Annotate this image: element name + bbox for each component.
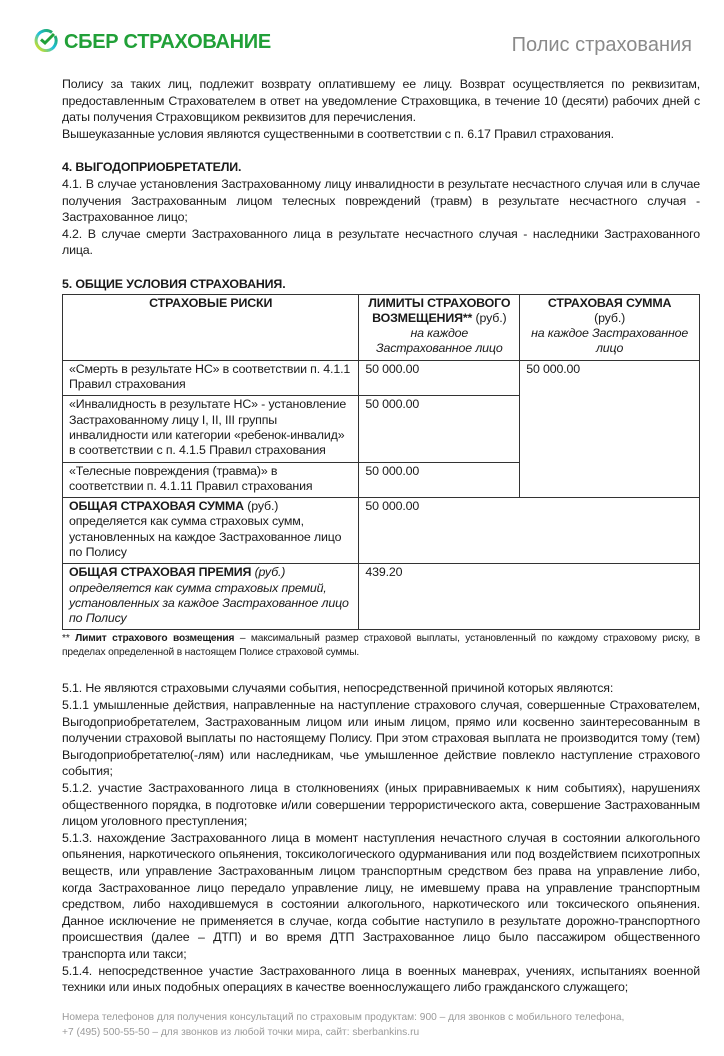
clause-5-1-1: 5.1.1 умышленные действия, направленные на наступление страхового случая, совершенные Страхователем, Выгодоприобретателем, Застрахованным лицом или иным лицом, прямо или косвенно заинтересованным в получении страховой выплаты по настоящему Полису. При этом страховая выплата не производится тому (тем) Выгодоприобретателю(-лям) или наследникам, чье умышленное действие повлекло наступление страхового события; [62,698,700,779]
limit-cell: 50 000.00 [359,462,520,498]
risk-cell: «Инвалидность в результате НС» - установление Застрахованному лицу I, II, III группы инвалидности или категории «ребенок-инвалид» в соответствии с п. 4.1.5 Правил страхования [63,396,359,462]
sber-check-icon [34,28,58,57]
header-limits: ЛИМИТЫ СТРАХОВОГО ВОЗМЕЩЕНИЯ** (руб.) на каждое Застрахованное лицо [359,294,520,360]
limit-cell: 50 000.00 [359,360,520,396]
section-5-title: 5. ОБЩИЕ УСЛОВИЯ СТРАХОВАНИЯ. [62,276,286,291]
header-sum-insured: СТРАХОВАЯ СУММА (руб.) на каждое Застрахованное лицо [520,294,700,360]
clause-5-1: 5.1. Не являются страховыми случаями события, непосредственной причиной которых являются: [62,681,614,696]
section-4-title: 4. ВЫГОДОПРИОБРЕТАТЕЛИ. [62,160,242,175]
clause-5-1-4: 5.1.4. непосредственное участие Застрахованного лица в военных маневрах, учениях, испытаниях военной техники или иных подобных операциях в качестве военнослужащего либо гражданского служащего; [62,963,700,995]
total-premium-row [63,564,700,630]
header-risks: СТРАХОВЫЕ РИСКИ [63,294,359,360]
insurance-conditions-table [62,294,700,631]
sum-insured-cell: 50 000.00 [520,360,700,497]
limit-cell: 50 000.00 [359,396,520,462]
footer-contacts-line: +7 (495) 500-55-50 – для звонков из любой точки мира, сайт: sberbankins.ru [62,1026,420,1038]
table-header-row [63,294,700,360]
risk-cell: «Смерть в результате НС» в соответствии п. 4.1.1 Правил страхования [63,360,359,396]
document-title: Полис страхования [511,34,692,56]
risk-cell: «Телесные повреждения (травма)» в соответствии п. 4.1.11 Правил страхования [63,462,359,498]
total-sum-row [63,498,700,564]
limit-footnote: ** Лимит страхового возмещения – максимальный размер страховой выплаты, установленный по каждому страховому риску, в пределах определенной в настоящем Полисе страховой суммы. [62,633,700,659]
footer-phones-line: Номера телефонов для получения консультаций по страховым продуктам: 900 – для звонков с мобильного телефона, [62,1011,625,1023]
logo-text: СБЕР СТРАХОВАНИЕ [64,31,271,53]
section-4-2: 4.2. В случае смерти Застрахованного лица в результате несчастного случая - наследники Застрахованного лица. [62,226,700,258]
intro-paragraph: Полису за таких лиц, подлежит возврату оплатившему ее лицу. Возврат осуществляется по реквизитам, предоставленным Страхователем в ответ на уведомление Страховщика, в течение 10 (десяти) рабочих дней с даты получения Страховщиком реквизитов для перечисления. [62,77,700,125]
clause-5-1-2: 5.1.2. участие Застрахованного лица в столкновениях (иных приравниваемых к ним событиях), нарушениях общественного порядка, в подготовке и/или совершении террористического акта, совершение Застрахованным лицом уголовного преступления; [62,781,700,829]
section-4-1: 4.1. В случае установления Застрахованному лицу инвалидности в результате несчастного случая или в случае получения Застрахованным лицом телесных повреждений (травм) в результате несчастного случая - Застрахованное лицо; [62,176,700,225]
table-row [63,360,700,396]
total-premium-value: 439.20 [359,564,700,630]
total-premium-label: ОБЩАЯ СТРАХОВАЯ ПРЕМИЯ (руб.) определяется как сумма страховых премий, установленных за каждое Застрахованное лицо по Полису [63,564,359,630]
document-body [62,0,700,996]
page-footer [62,1010,702,1056]
total-sum-label: ОБЩАЯ СТРАХОВАЯ СУММА (руб.) определяется как сумма страховых сумм, установленных на каждое Застрахованное лицо по Полису [63,498,359,564]
clause-5-1-3: 5.1.3. нахождение Застрахованного лица в момент наступления нечастного случая в состоянии алкогольного опьянения, наркотического опьянения, токсикологического одурманивания или под воздействием психотропных веществ, или управление Застрахованным лицом транспортным средством без права на управление либо, когда Застрахованное лицо передало управление лицу, не имевшему права на управление транспортным средством, либо находившемуся в состоянии алкогольного, наркотического или токсического опьянения. Данное исключение не применяется в случае, когда событие наступило в результате дорожно-транспортного происшествия (далее – ДТП) и во время ДТП Застрахованное лицо было пассажиром общественного транспорта или такси; [62,830,700,961]
intro-paragraph-2: Вышеуказанные условия являются существенными в соответствии с п. 6.17 Правил страхования. [62,126,614,141]
total-sum-value: 50 000.00 [359,498,700,564]
